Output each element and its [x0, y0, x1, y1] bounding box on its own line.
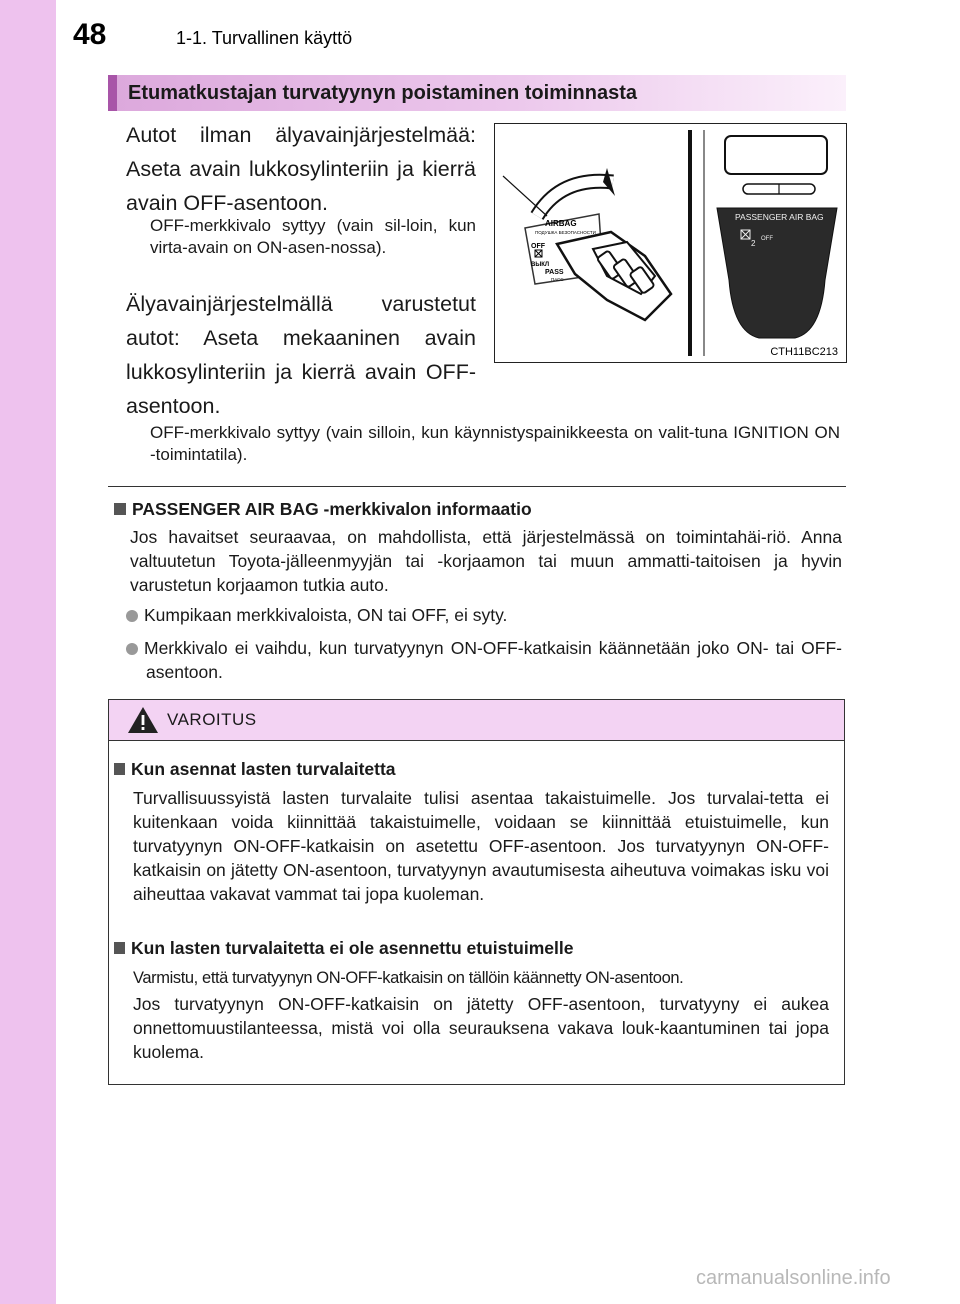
intro-note-2: OFF-merkkivalo syttyy (vain silloin, kun käynnistyspainikkeesta on valit-tuna IGNITION ON -toimintatila).	[150, 423, 840, 464]
warning-item-2-heading	[114, 938, 573, 959]
divider	[108, 486, 846, 487]
section-title: Etumatkustajan turvatyynyn poistaminen toiminnasta	[128, 82, 637, 104]
section-heading-bar	[108, 75, 846, 111]
airbag-switch-figure	[494, 123, 847, 363]
warning-header	[109, 700, 844, 741]
page-number: 48	[73, 18, 107, 51]
side-tab-strip	[0, 0, 56, 1304]
square-bullet-icon	[114, 503, 126, 515]
chapter-title: 1-1. Turvallinen käyttö	[176, 28, 353, 48]
section-accent	[108, 75, 117, 111]
intro-note-1: OFF-merkkivalo syttyy (vain sil-loin, kun virta-avain on ON-asen-nossa).	[150, 216, 476, 257]
info-bullet-1-text: Kumpikaan merkkivaloista, ON tai OFF, ei syty.	[144, 605, 508, 625]
info-bullet-2-text: Merkkivalo ei vaihdu, kun turvatyynyn ON-OFF-katkaisin käännetään joko ON- tai OFF-asentoon.	[144, 638, 842, 682]
square-bullet-icon	[114, 942, 125, 954]
circle-bullet-icon	[126, 643, 138, 655]
square-bullet-icon	[114, 763, 125, 775]
info-heading	[114, 499, 532, 520]
watermark: carmanualsonline.info	[696, 1267, 891, 1289]
figure-code: CTH11BC213	[770, 346, 838, 358]
warning-item-1-heading-text: Kun asennat lasten turvalaitetta	[131, 759, 396, 779]
warning-triangle-icon	[127, 706, 159, 734]
warning-item-2-text-1: Varmistu, että turvatyynyn ON-OFF-katkaisin on tällöin käännetty ON-asentoon.	[133, 969, 684, 987]
warning-item-2-text-2: Jos turvatyynyn ON-OFF-katkaisin on jätetty OFF-asentoon, turvatyyny ei aukea onnettomuustilanteessa, mistä voi olla seurauksena vakava louk-kaantuminen tai jopa kuolema.	[133, 994, 829, 1062]
indicator-title: PASSENGER AIR BAG	[735, 212, 824, 222]
warning-box	[108, 699, 845, 1085]
warning-item-2-heading-text: Kun lasten turvalaitetta ei ole asennettu etuistuimelle	[131, 938, 574, 958]
switch-sub-label: ПОДУШКА БЕЗОПАСНОСТИ	[535, 230, 596, 235]
indicator-number: 2	[751, 239, 756, 248]
info-body: Jos havaitset seuraavaa, on mahdollista, että järjestelmässä on toimintahäi-riö. Anna valtuutetun Toyota-jälleenmyyjän tai -korjaamon tai muun ammatti-taitoisen ja hyvin varustetun korjaamon tutkia auto.	[130, 527, 842, 595]
switch-pass2-label: ПАСС	[551, 277, 564, 282]
info-heading-text: PASSENGER AIR BAG -merkkivalon informaatio	[132, 499, 532, 519]
warning-title: VAROITUS	[167, 710, 257, 729]
warning-item-1-heading	[114, 759, 396, 780]
intro-paragraph-2: Älyavainjärjestelmällä varustetut autot: Aseta mekaaninen avain lukkosylinteriin ja kierrä avain OFF-asentoon.	[126, 292, 476, 418]
airbag-switch-illustration	[495, 124, 846, 362]
switch-pass-label: PASS	[545, 269, 564, 276]
switch-vykl-label: ВЫКЛ	[531, 262, 550, 268]
info-bullet-1	[126, 603, 842, 627]
indicator-off-label: OFF	[761, 236, 773, 242]
info-bullet-2	[126, 636, 842, 684]
circle-bullet-icon	[126, 610, 138, 622]
switch-off-label: OFF	[531, 243, 545, 250]
intro-paragraph-1: Autot ilman älyavainjärjestelmää: Aseta avain lukkosylinteriin ja kierrä avain OFF-asentoon.	[126, 123, 476, 215]
warning-item-1-text: Turvallisuussyistä lasten turvalaite tulisi asentaa takaistuimelle. Jos turvalai-tetta ei kuitenkaan voida kiinnittää takaistuimelle, voidaan se kiinnittää etuistuimelle, kun turvatyynyn ON-OFF-katkaisin on asetettu OFF-asentoon. Jos turvatyynyn ON-OFF-katkaisin on jätetty ON-asentoon, turvatyynyn avautumisesta aiheutuva voimakas isku voi aiheuttaa vakavat vammat tai jopa kuoleman.	[133, 788, 829, 904]
switch-airbag-label: AIRBAG	[545, 219, 577, 228]
